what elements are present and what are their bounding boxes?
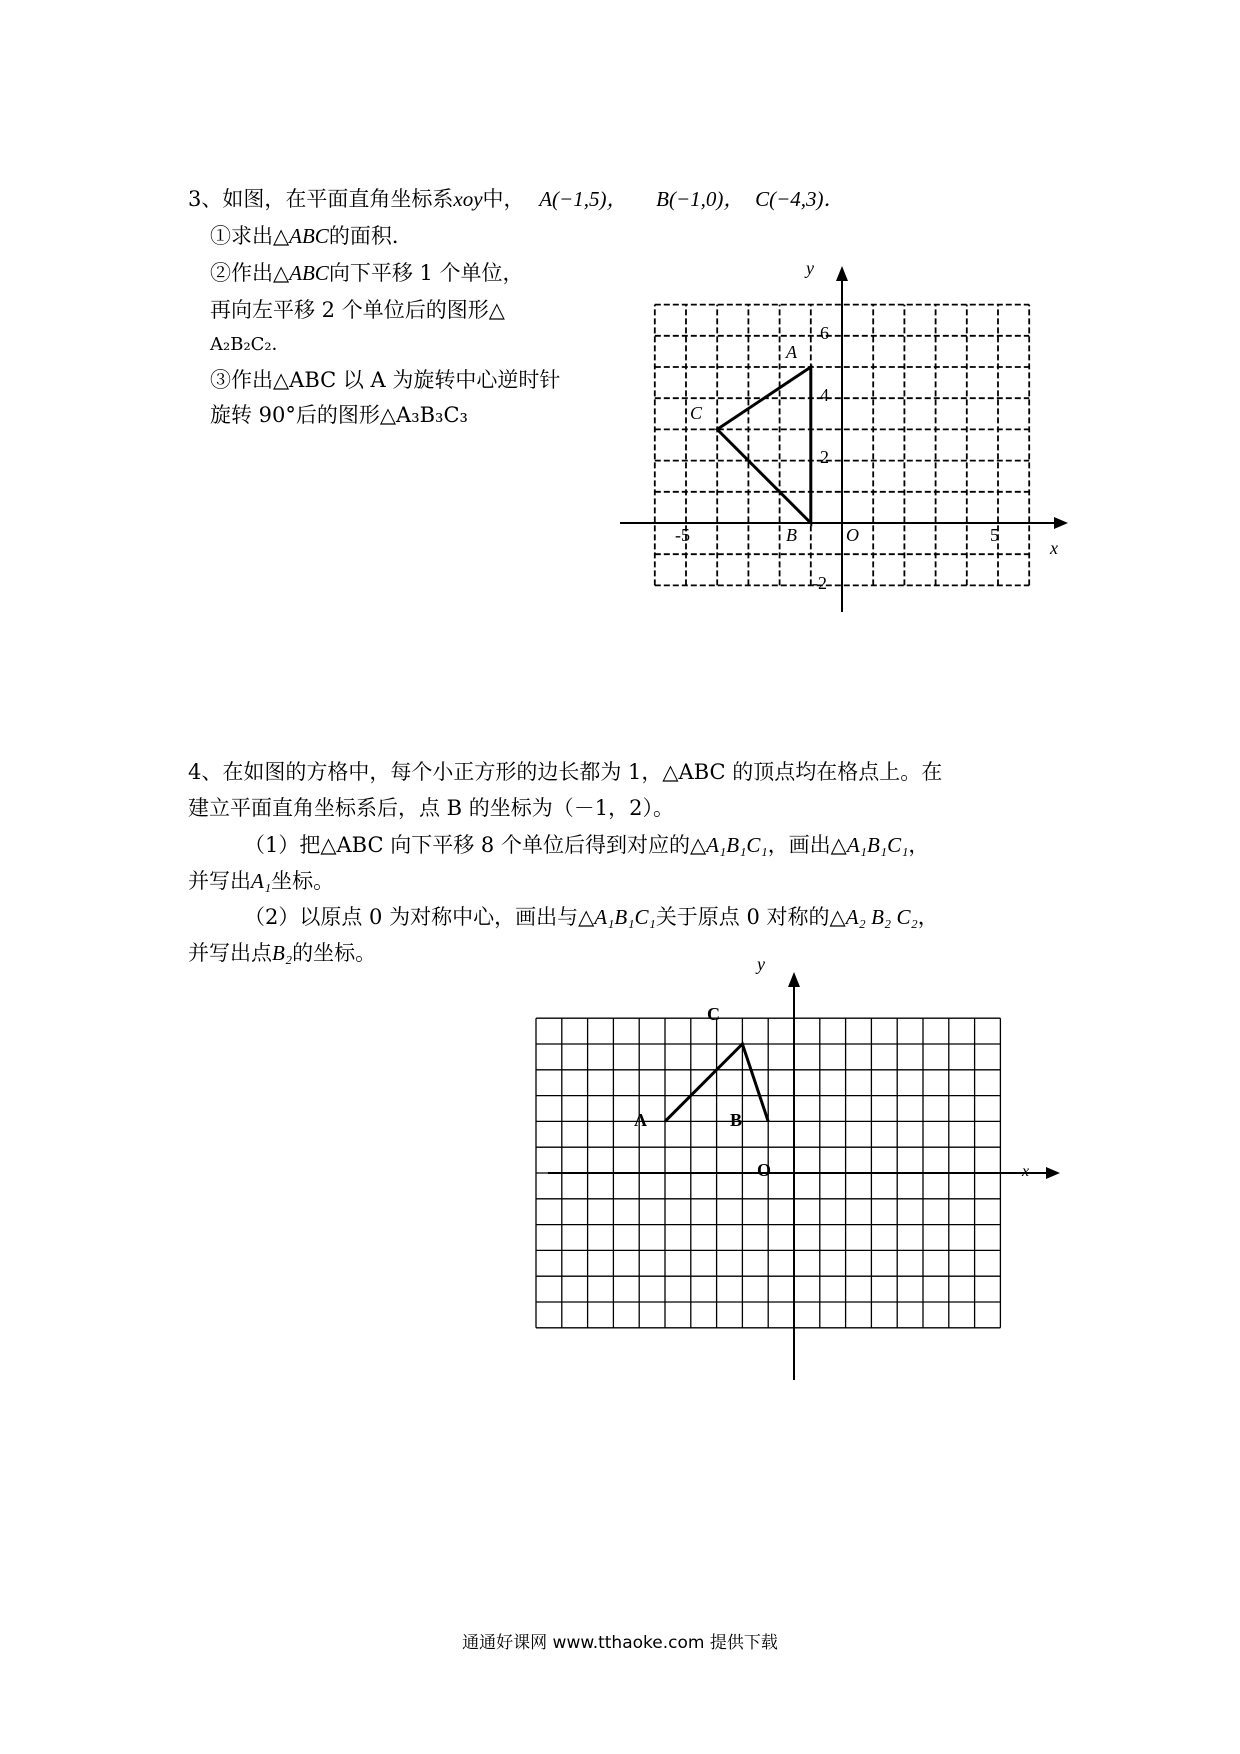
q4-axis-y-label: y [757, 954, 765, 974]
q4-p2-tri: A₁B₁C₁ [594, 905, 656, 929]
q4-p2-tri2: A₂ B₂ C₂ [845, 905, 918, 929]
q3-axis-y-label: y [806, 258, 814, 278]
q3-item2-line2: 再向左平移 2 个单位后的图形△ [210, 298, 505, 322]
q3-vertex-b-label: B [786, 525, 797, 545]
q4-p2-l2-b: 的坐标。 [292, 941, 377, 965]
q3-item1-abc: ABC [289, 224, 329, 248]
q3-vertex-c-label: C [690, 403, 703, 423]
q3-item2-line3: A₂B₂C₂． [210, 334, 290, 355]
q4-p1-l2-a: 并写出 [188, 869, 251, 893]
q4-p1-c: ， [908, 833, 930, 857]
q3-number: 3、如图，在平面直角坐标系 [188, 187, 454, 211]
q4-vertex-a-label: A [634, 1110, 647, 1130]
q4-p1-a: （1）把△ABC 向下平移 8 个单位后得到对应的△ [244, 833, 707, 857]
q3-tick-neg5: -5 [675, 525, 690, 545]
q3-item2-abc: ABC [289, 261, 329, 285]
q3-item2-suffix: 向下平移 1 个单位， [328, 261, 524, 285]
q4-p2-l2-b2: B₂ [272, 941, 293, 965]
q3-item3-line1: ③作出△ABC 以 A 为旋转中心逆时针 [210, 368, 561, 392]
q4-line2: 建立平面直角坐标系后，点 B 的坐标为（－1，2）。 [188, 796, 675, 820]
q3-axis-x-label: x [1050, 538, 1058, 558]
page-footer: 通通好课网 www.tthaoke.com 提供下载 [462, 1633, 778, 1653]
q3-origin-label: O [846, 525, 859, 545]
q3-item3-line2: 旋转 90°后的图形△A₃B₃C₃ [210, 403, 468, 427]
q4-origin-label: O [757, 1160, 772, 1180]
q4-vertex-c-label: C [707, 1004, 720, 1024]
q4-p1-tri: A₁B₁C₁ [706, 833, 768, 857]
q4-p1-l2-b: 坐标。 [271, 869, 335, 893]
q4-p1-tri2: A₁B₁C₁ [846, 833, 909, 857]
q4-p1-l2-a1: A₁ [251, 869, 272, 893]
q3-tick-4: 4 [820, 385, 829, 405]
q3-in: 中， [482, 187, 525, 211]
q3-xoy: xoy [453, 187, 483, 211]
q4-y-arrow-icon [788, 972, 800, 987]
q3-vertex-a-label: A [786, 342, 797, 362]
q3-item1-prefix: ①求出△ [210, 224, 290, 248]
q4-p1-b: ，画出△ [767, 833, 847, 857]
q4-p2-b: 关于原点 0 对称的△ [655, 905, 846, 929]
q3-item2-prefix: ②作出△ [210, 261, 290, 285]
q4-p2-l2-a: 并写出点 [188, 941, 272, 965]
q3-item1-suffix: 的面积． [328, 224, 413, 248]
q4-p2-c: ， [917, 905, 939, 929]
q4-line1: 4、在如图的方格中，每个小正方形的边长都为 1，△ABC 的顶点均在格点上。在 [188, 760, 943, 784]
q4-x-arrow-icon [1046, 1167, 1060, 1179]
q4-vertex-b-label: B [730, 1110, 743, 1130]
q3-point-c: C(−4,3)． [755, 187, 845, 211]
q3-point-a: A(−1,5)， [539, 187, 628, 211]
q3-tick-6: 6 [820, 323, 829, 343]
q4-p2-a: （2）以原点 0 为对称中心，画出与△ [244, 905, 595, 929]
q3-point-b: B(−1,0)， [656, 187, 745, 211]
q3-tick-2: 2 [820, 447, 829, 467]
q3-tick-5: 5 [990, 525, 999, 545]
q4-axis-x-label: x [1022, 1163, 1030, 1180]
q3-tick-neg2: -2 [812, 573, 827, 593]
